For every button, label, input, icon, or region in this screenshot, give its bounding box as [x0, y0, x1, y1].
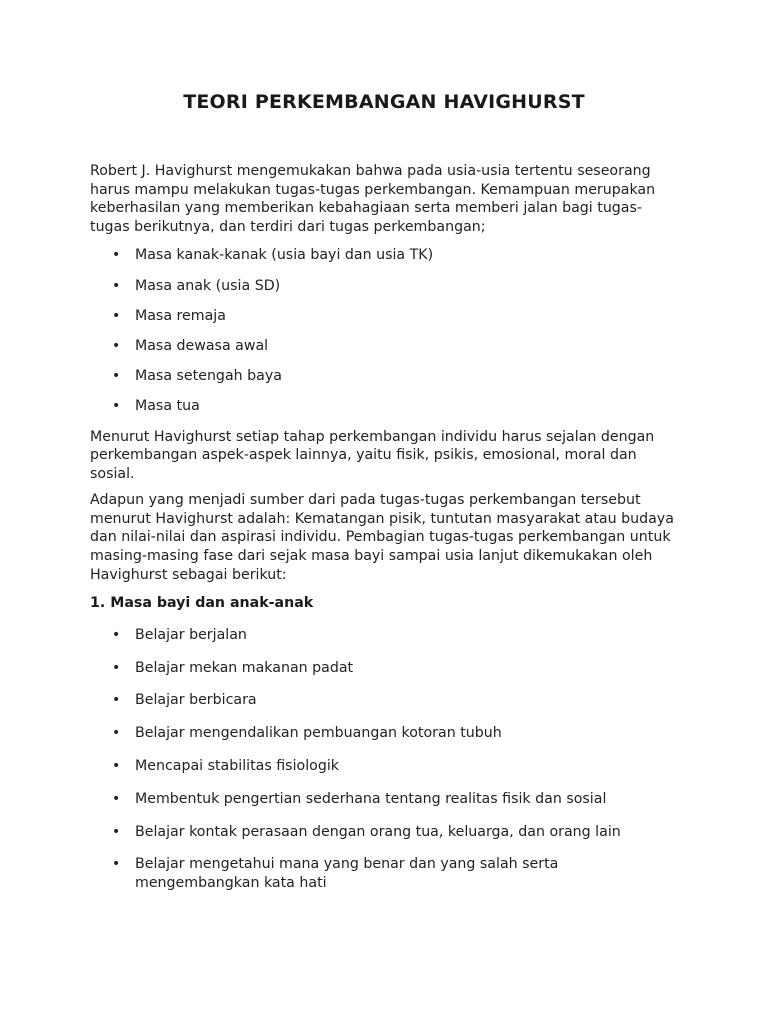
list-item: • Membentuk pengertian sederhana tentang realitas fisik dan sosial — [90, 790, 678, 809]
list-item: • Belajar mekan makanan padat — [90, 659, 678, 678]
list-item: • Belajar berjalan — [90, 626, 678, 645]
paragraph-3: Adapun yang menjadi sumber dari pada tugas-tugas perkembangan tersebut menurut Havighurst adalah: Kematangan pisik, tuntutan masyarakat atau budaya dan nilai-nilai dan aspirasi individu. Pembagian tugas-tugas perkembangan untuk masing-masing fase dari sejak masa bayi sampai usia lanjut dikemukakan oleh Havighurst sebagai berikut: — [90, 492, 674, 583]
list-item: • Belajar berbicara — [90, 691, 678, 710]
page-title: TEORI PERKEMBANGAN HAVIGHURST — [183, 91, 585, 113]
task-list — [90, 626, 678, 893]
stage-list — [90, 246, 678, 416]
intro-paragraph: Robert J. Havighurst mengemukakan bahwa pada usia-usia tertentu seseorang harus mampu melakukan tugas-tugas perkembangan. Kemampuan merupakan keberhasilan yang memberikan kebahagiaan serta memberi jalan bagi tugas-tugas berikutnya, dan terdiri dari tugas perkembangan; — [90, 163, 656, 235]
list-item: • Masa tua — [90, 397, 678, 416]
list-item: • Belajar mengetahui mana yang benar dan yang salah serta mengembangkan kata hati — [90, 855, 678, 892]
paragraph-2: Menurut Havighurst setiap tahap perkembangan individu harus sejalan dengan perkembangan aspek-aspek lainnya, yaitu fisik, psikis, emosional, moral dan sosial. — [90, 428, 655, 482]
list-item: • Masa setengah baya — [90, 367, 678, 386]
list-item: • Masa kanak-kanak (usia bayi dan usia TK) — [90, 246, 678, 265]
list-item: • Masa dewasa awal — [90, 337, 678, 356]
list-item: • Belajar kontak perasaan dengan orang tua, keluarga, dan orang lain — [90, 823, 678, 842]
list-item: • Masa anak (usia SD) — [90, 277, 678, 296]
list-item: • Belajar mengendalikan pembuangan kotoran tubuh — [90, 724, 678, 743]
list-item: • Masa remaja — [90, 307, 678, 326]
list-item: • Mencapai stabilitas fisiologik — [90, 757, 678, 776]
section-heading: 1. Masa bayi dan anak-anak — [90, 595, 314, 612]
